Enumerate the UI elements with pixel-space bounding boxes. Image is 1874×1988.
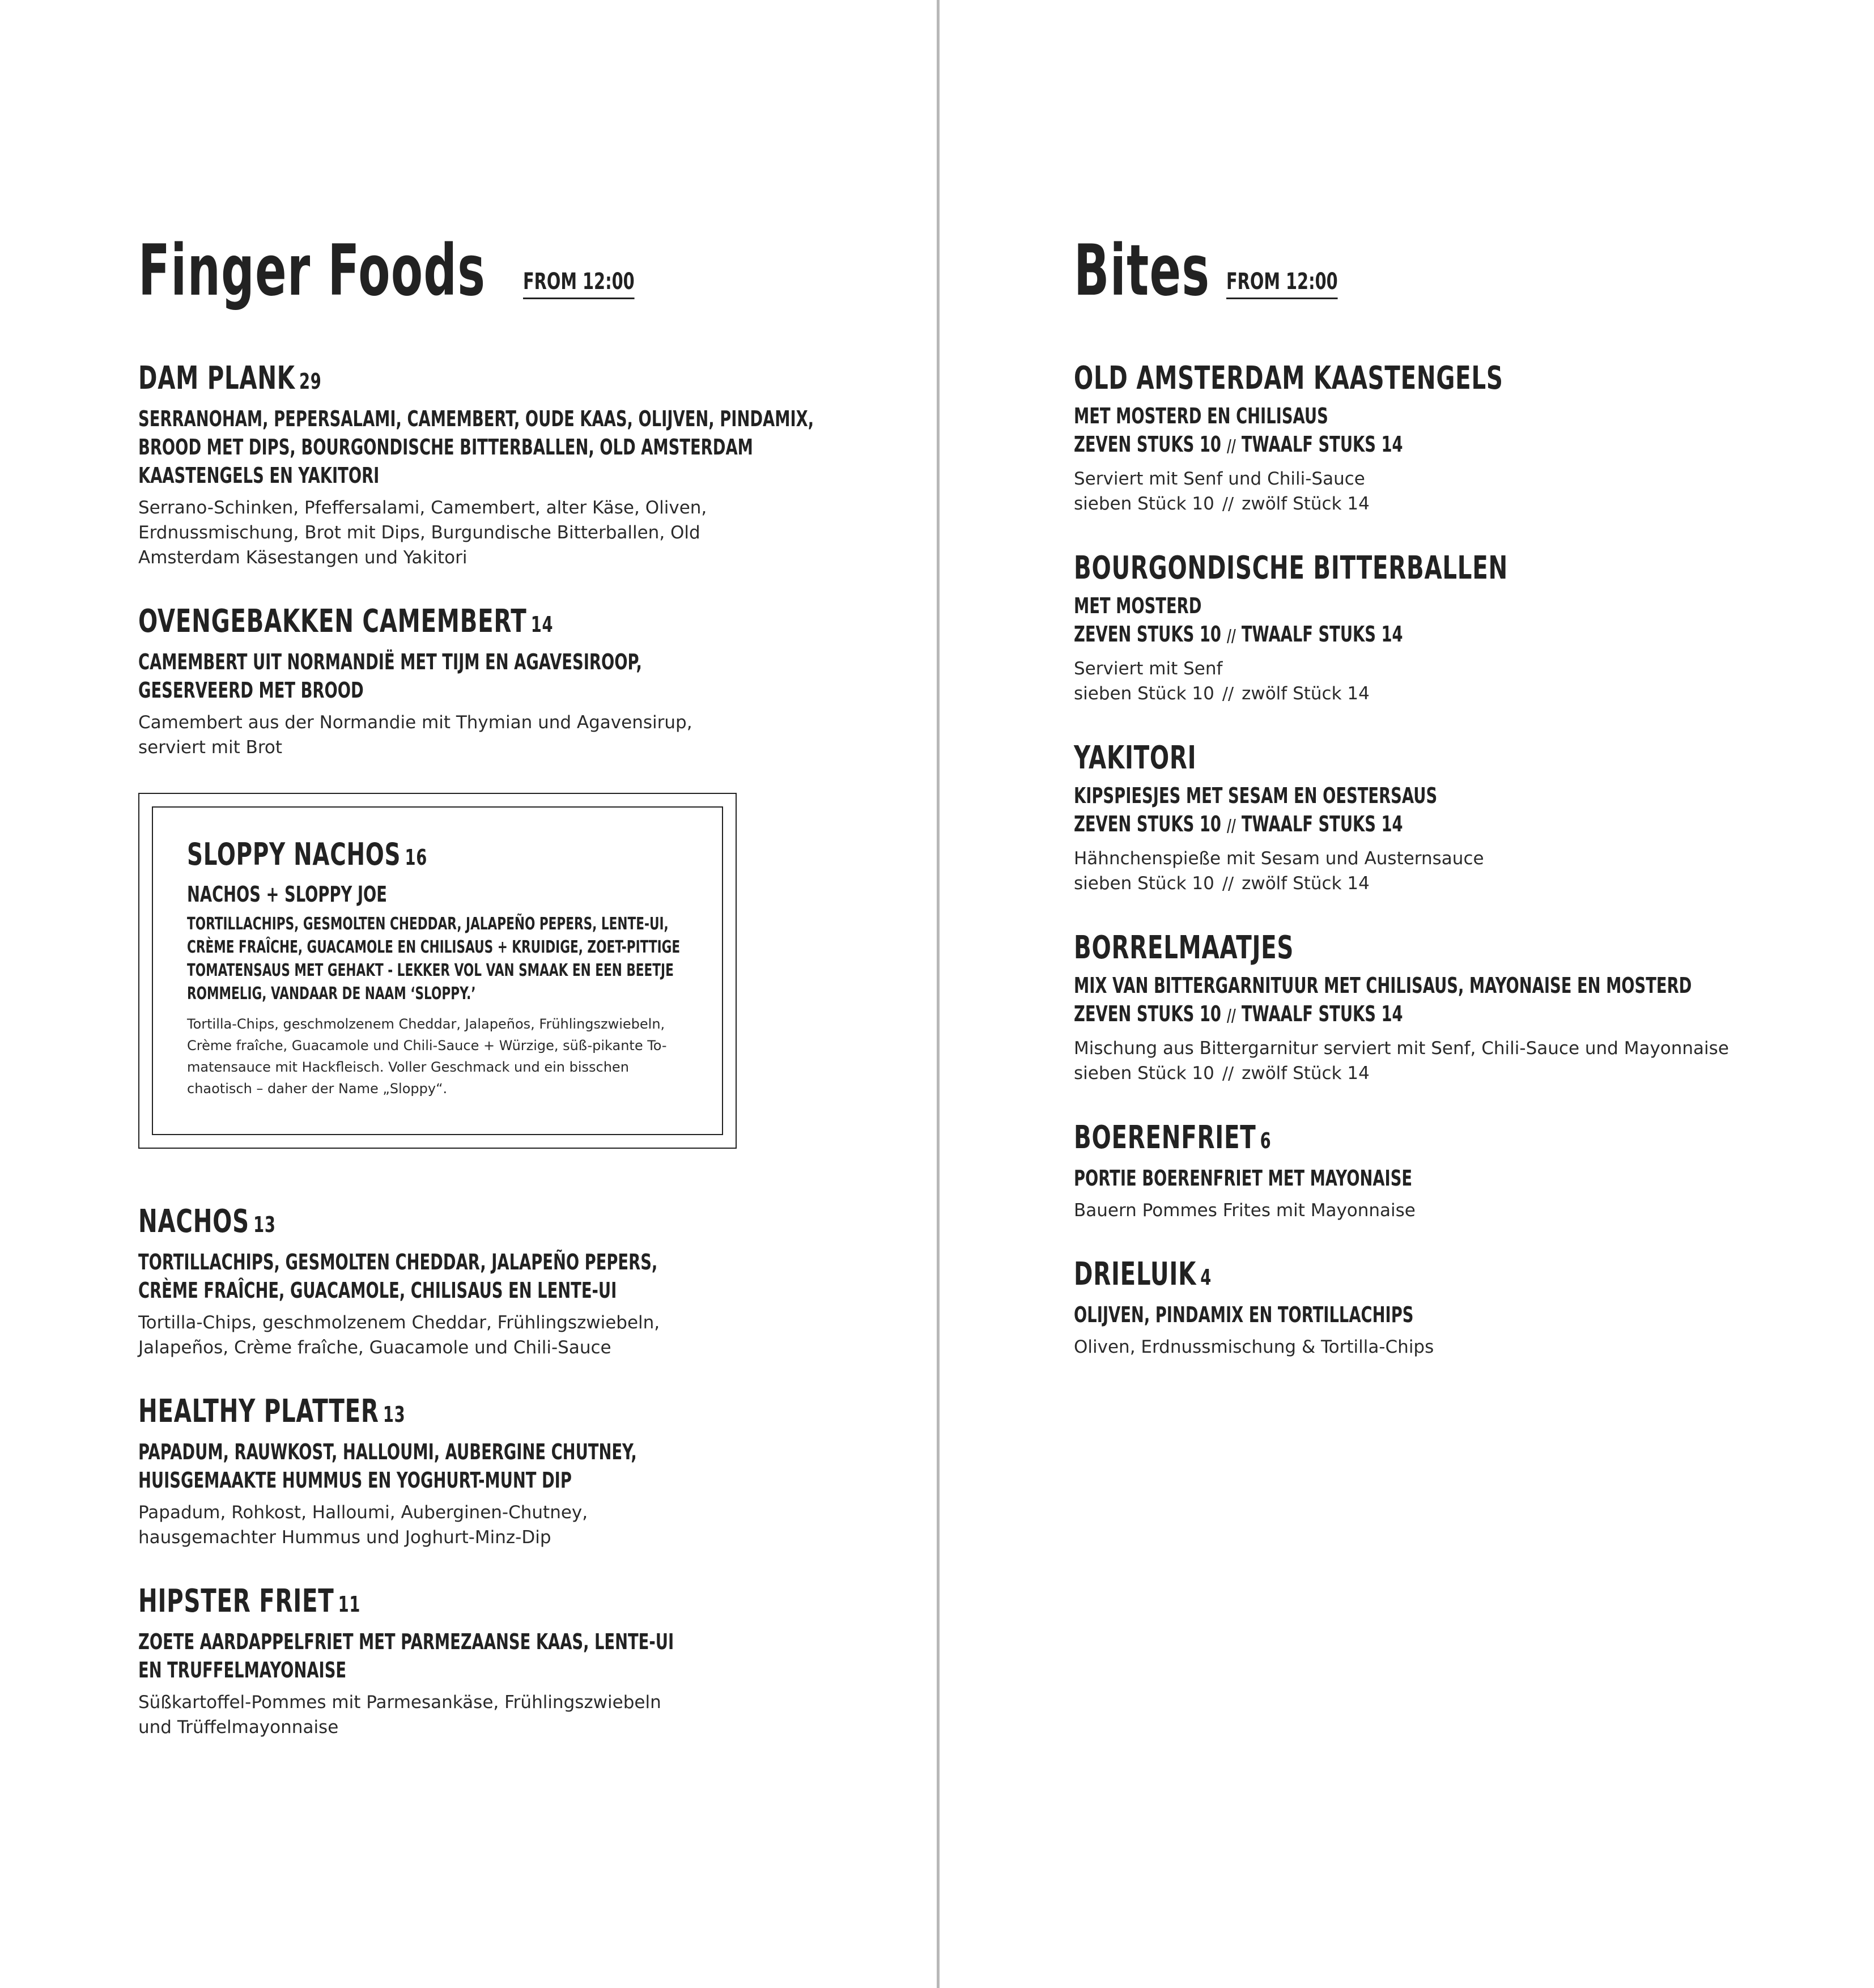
bites-column: [1074, 232, 1811, 1392]
bites-header: [1074, 230, 1811, 312]
item-price: 13: [253, 1212, 276, 1237]
from-time-badge: FROM 12:00: [1226, 270, 1338, 299]
menu-item: [138, 1583, 847, 1740]
item-description-nl: OLIJVEN, PINDAMIX EN TORTILLACHIPS: [1074, 1302, 1414, 1327]
item-price: 4: [1200, 1265, 1212, 1290]
item-description-de: Bauern Pommes Frites mit Mayonnaise: [1074, 1200, 1416, 1221]
finger-foods-header: [138, 230, 847, 312]
item-price: 6: [1260, 1128, 1272, 1153]
item-description-de: Serviert mit Senf sieben Stück 10 // zwölf Stück 14: [1074, 659, 1370, 704]
item-description-de: Süßkartoffel-Pommes mit Parmesankäse, Frühlingszwiebeln und Trüffelmayonnaise: [138, 1692, 661, 1738]
item-name: DAM PLANK 29: [138, 360, 322, 397]
finger-foods-column: [138, 232, 847, 1773]
item-description-de: Camembert aus der Normandie mit Thymian und Agavensirup, serviert mit Brot: [138, 712, 692, 758]
menu-item: [1074, 929, 1811, 1086]
item-description-de: Hähnchenspieße mit Sesam und Austernsauce sieben Stück 10 // zwölf Stück 14: [1074, 848, 1484, 894]
item-description-de: Papadum, Rohkost, Halloumi, Auberginen-Chutney, hausgemachter Hummus und Joghurt-Minz-Dip: [138, 1502, 588, 1548]
item-name: BORRELMAATJES: [1074, 929, 1294, 966]
item-name: SLOPPY NACHOS 16: [187, 836, 427, 872]
item-price: 16: [405, 845, 427, 870]
item-description-nl: CAMEMBERT UIT NORMANDIË MET TIJM EN AGAVESIROOP, GESERVEERD MET BROOD: [138, 649, 642, 703]
from-time-badge: FROM 12:00: [523, 270, 635, 299]
item-description-nl: MET MOSTERD ZEVEN STUKS 10 // TWAALF STUKS 14: [1074, 593, 1403, 647]
menu-item: [1074, 740, 1811, 897]
item-name: HIPSTER FRIET 11: [138, 1583, 361, 1620]
featured-item-inner-frame: [152, 806, 723, 1135]
item-description-nl: TORTILLACHIPS, GESMOLTEN CHEDDAR, JALAPEÑO PEPERS, LENTE-UI, CRÈME FRAÎCHE, GUACAMOLE EN CHILISAUS + KRUIDIGE, ZOET-PITTIGE TOMATENSAUS MET GEHAKT - LEKKER VOL VAN SMAAK EN EEN BEETJE ROMMELIG, VANDAAR DE NAAM ‘SLOPPY.’: [187, 914, 681, 1004]
item-name: YAKITORI: [1074, 740, 1197, 776]
item-description-de: Serviert mit Senf und Chili-Sauce sieben Stück 10 // zwölf Stück 14: [1074, 469, 1370, 514]
item-price: 13: [383, 1402, 406, 1427]
section-title: Bites: [1074, 230, 1210, 312]
item-description-de: Mischung aus Bittergarnitur serviert mit Senf, Chili-Sauce und Mayonnaise sieben Stück 10 // zwölf Stück 14: [1074, 1038, 1729, 1084]
item-name: DRIELUIK 4: [1074, 1256, 1212, 1293]
item-price: 29: [299, 369, 322, 394]
menu-item: [138, 360, 847, 570]
menu-item: [1074, 360, 1811, 517]
item-description-de: Serrano-Schinken, Pfeffersalami, Camembert, alter Käse, Oliven, Erdnussmischung, Brot mit Dips, Burgundische Bitterballen, Old Amsterdam Käsestangen und Yakitori: [138, 498, 707, 568]
item-description-nl: SERRANOHAM, PEPERSALAMI, CAMEMBERT, OUDE KAAS, OLIJVEN, PINDAMIX, BROOD MET DIPS, BOURGONDISCHE BITTERBALLEN, OLD AMSTERDAM KAASTENGELS EN YAKITORI: [138, 406, 814, 488]
section-title: Finger Foods: [138, 230, 486, 312]
item-description-de: Tortilla-Chips, geschmolzenem Cheddar, Jalapeños, Frühlingszwiebeln, Crème fraîche, Guacamole und Chili-Sauce + Würzige, süß-pikante To- matensauce mit Hackfleisch. Voller Geschmack und ein bisschen chaotisch – daher der Name „Sloppy“.: [187, 1016, 667, 1097]
item-description-nl: ZOETE AARDAPPELFRIET MET PARMEZAANSE KAAS, LENTE-UI EN TRUFFELMAYONAISE: [138, 1629, 674, 1683]
item-description-nl: MIX VAN BITTERGARNITUUR MET CHILISAUS, MAYONAISE EN MOSTERD ZEVEN STUKS 10 // TWAALF STUKS 14: [1074, 973, 1692, 1026]
item-subtitle: NACHOS + SLOPPY JOE: [187, 882, 387, 907]
item-price: 14: [530, 612, 554, 637]
item-description-nl: PORTIE BOERENFRIET MET MAYONAISE: [1074, 1166, 1413, 1191]
item-name: NACHOS 13: [138, 1203, 276, 1240]
item-description-nl: PAPADUM, RAUWKOST, HALLOUMI, AUBERGINE CHUTNEY, HUISGEMAAKTE HUMMUS EN YOGHURT-MUNT DIP: [138, 1439, 637, 1493]
item-name: BOURGONDISCHE BITTERBALLEN: [1074, 550, 1508, 587]
item-description-nl: KIPSPIESJES MET SESAM EN OESTERSAUS ZEVEN STUKS 10 // TWAALF STUKS 14: [1074, 783, 1438, 836]
item-description-de: Tortilla-Chips, geschmolzenem Cheddar, Frühlingszwiebeln, Jalapeños, Crème fraîche, Guacamole und Chili-Sauce: [138, 1312, 660, 1358]
item-description-de: Oliven, Erdnussmischung & Tortilla-Chips: [1074, 1337, 1434, 1357]
item-name: BOERENFRIET 6: [1074, 1119, 1272, 1156]
item-name: OLD AMSTERDAM KAASTENGELS: [1074, 360, 1503, 397]
menu-item: [1074, 1256, 1811, 1360]
menu-item: [138, 1393, 847, 1550]
item-description-nl: TORTILLACHIPS, GESMOLTEN CHEDDAR, JALAPEÑO PEPERS, CRÈME FRAÎCHE, GUACAMOLE, CHILISAUS EN LENTE-UI: [138, 1250, 658, 1303]
menu-item: [1074, 1119, 1811, 1223]
menu-item: [1074, 550, 1811, 707]
item-description-nl: MET MOSTERD EN CHILISAUS ZEVEN STUKS 10 // TWAALF STUKS 14: [1074, 403, 1403, 457]
item-name: OVENGEBAKKEN CAMEMBERT 14: [138, 603, 554, 640]
page-divider: [937, 0, 940, 1988]
menu-item: [138, 1203, 847, 1360]
menu-item: [138, 603, 847, 760]
item-price: 11: [338, 1592, 361, 1617]
featured-item-box: [138, 793, 737, 1149]
item-name: HEALTHY PLATTER 13: [138, 1393, 406, 1430]
